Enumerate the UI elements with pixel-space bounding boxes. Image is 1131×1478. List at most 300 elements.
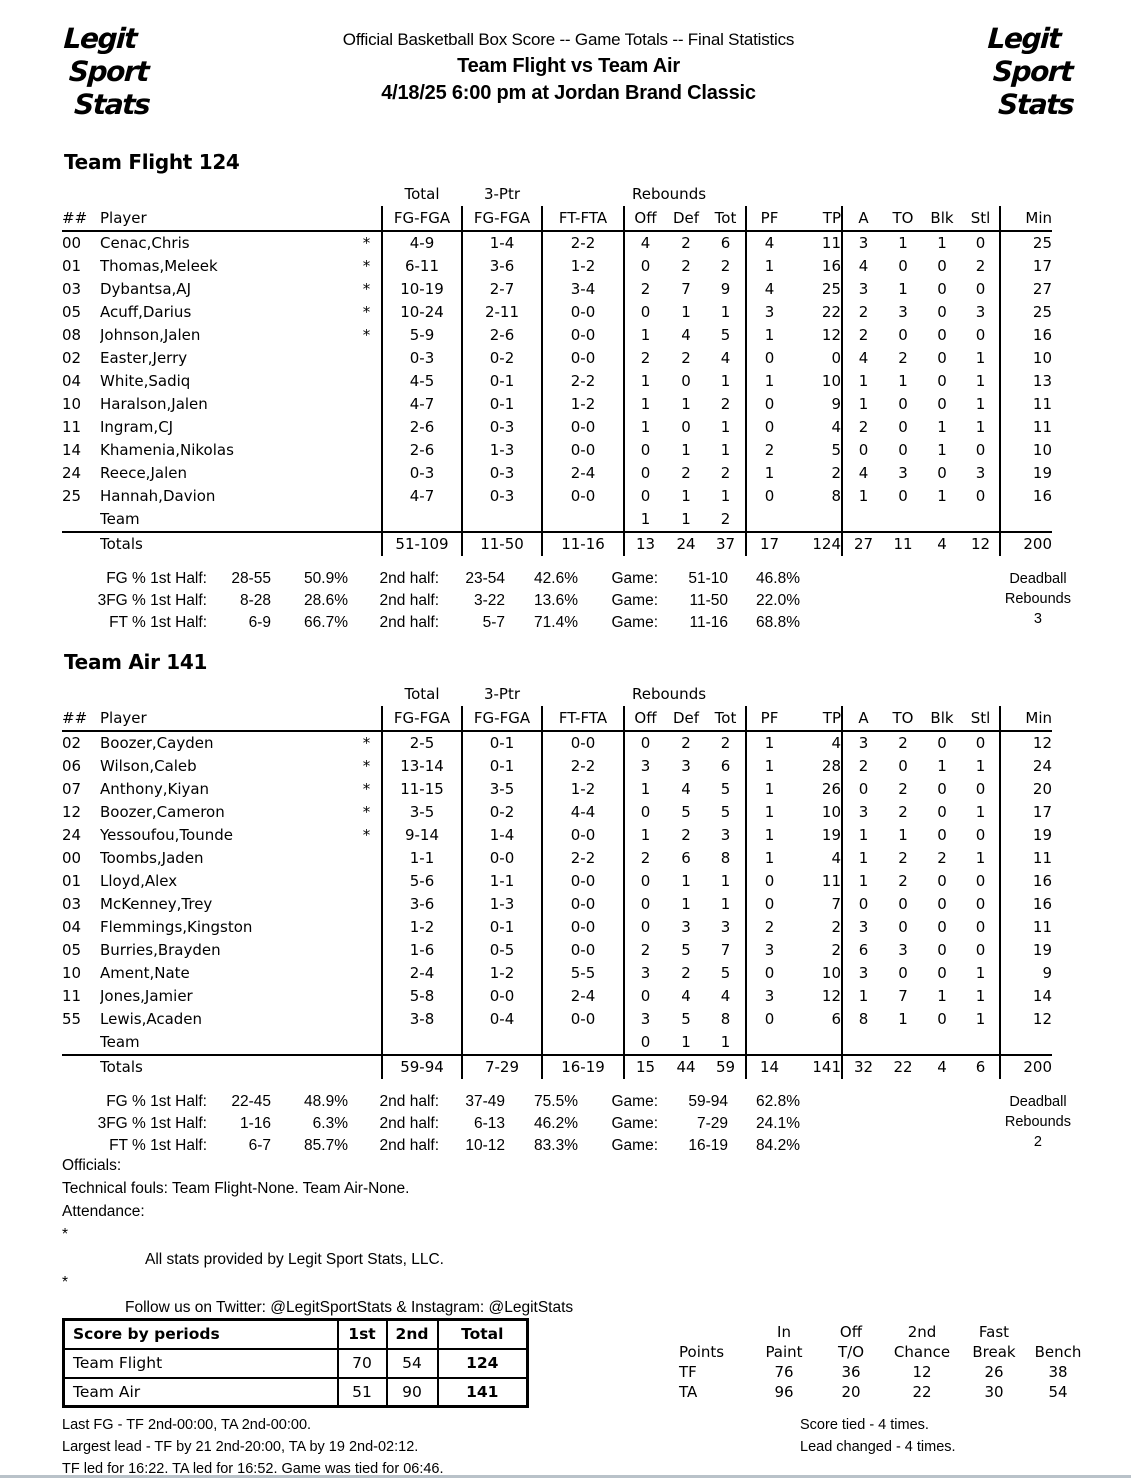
player-name: Johnson,Jalen bbox=[100, 326, 201, 344]
logo-word: Stats bbox=[997, 88, 1075, 121]
cell-to: 2 bbox=[898, 349, 908, 367]
points-header-bottom bbox=[679, 1342, 1089, 1362]
cell-off: 4 bbox=[624, 231, 666, 255]
points-bench: 54 bbox=[1048, 1383, 1068, 1401]
points-header-top bbox=[679, 1322, 1089, 1342]
cell-fg3: 0-0 bbox=[462, 985, 542, 1008]
logo-left bbox=[59, 22, 153, 121]
deadball-line2: Rebounds bbox=[1004, 1114, 1071, 1130]
cell-min: 13 bbox=[1000, 370, 1052, 393]
cell-tp: 10 bbox=[821, 372, 841, 390]
starter-mark bbox=[352, 1008, 382, 1031]
col-blk: Blk bbox=[922, 706, 962, 731]
player-row bbox=[62, 255, 1052, 278]
cell-blk: 1 bbox=[937, 987, 947, 1005]
player-rows bbox=[62, 231, 1052, 508]
starter-mark: * bbox=[362, 780, 371, 798]
shooting-label: 3FG % 1st Half: bbox=[97, 1115, 207, 1132]
game-pct: 84.2% bbox=[756, 1137, 800, 1154]
game-label: Game: bbox=[611, 1115, 658, 1132]
player-number: 04 bbox=[62, 372, 82, 390]
periods-col-2nd: 2nd bbox=[387, 1320, 438, 1349]
cell-a: 2 bbox=[842, 324, 884, 347]
cell-stl: 0 bbox=[975, 326, 986, 344]
team-rebounds-row bbox=[62, 1031, 1052, 1055]
cell-min: 16 bbox=[1000, 893, 1052, 916]
cell-ft: 4-4 bbox=[542, 801, 624, 824]
starter-mark bbox=[352, 847, 382, 870]
cell-to: 2 bbox=[898, 849, 908, 867]
cell-a: 1 bbox=[842, 847, 884, 870]
player-row bbox=[62, 324, 1052, 347]
col-ft: FT-FTA bbox=[542, 206, 624, 231]
cell-stl: 1 bbox=[975, 849, 986, 867]
cell-def: 6 bbox=[681, 849, 691, 867]
starter-mark bbox=[352, 439, 382, 462]
first-half-pct: 28.6% bbox=[304, 592, 348, 609]
first-half-pct: 48.9% bbox=[304, 1093, 348, 1110]
hdr-bench: Bench bbox=[1034, 1343, 1082, 1361]
periods-team-name: Team Flight bbox=[64, 1349, 338, 1378]
starter-mark bbox=[352, 485, 382, 508]
cell-fg3: 0-2 bbox=[462, 347, 542, 370]
points-paint: 96 bbox=[774, 1383, 794, 1401]
shooting-summary bbox=[62, 1091, 1131, 1157]
player-row bbox=[62, 278, 1052, 301]
col-blk: Blk bbox=[922, 206, 962, 231]
cell-pf: 2 bbox=[746, 439, 792, 462]
col-a: A bbox=[842, 206, 884, 231]
deadball-rebounds bbox=[1005, 568, 1071, 634]
cell-stl: 0 bbox=[975, 895, 986, 913]
cell-ft: 0-0 bbox=[542, 916, 624, 939]
cell-fg3: 1-1 bbox=[462, 870, 542, 893]
totals-label: Totals bbox=[100, 1055, 352, 1079]
starter-mark bbox=[352, 870, 382, 893]
player-number: 01 bbox=[62, 872, 82, 890]
cell-fg3: 0-3 bbox=[462, 462, 542, 485]
cell-def: 2 bbox=[681, 826, 691, 844]
cell-blk: 0 bbox=[937, 734, 947, 752]
starter-mark bbox=[352, 347, 382, 370]
cell-to: 0 bbox=[898, 257, 908, 275]
footer-line: TF led for 16:22. TA led for 16:52. Game was tied for 06:46. bbox=[62, 1461, 444, 1477]
cell-to: 0 bbox=[898, 757, 908, 775]
totals-stl: 12 bbox=[962, 532, 1000, 556]
cell-tp: 8 bbox=[831, 487, 841, 505]
cell-fg: 2-5 bbox=[382, 731, 462, 755]
team-name-score: Team Air 141 bbox=[64, 650, 208, 674]
cell-tp: 10 bbox=[821, 803, 841, 821]
cell-pf: 1 bbox=[746, 778, 792, 801]
cell-ft: 2-4 bbox=[542, 462, 624, 485]
cell-to: 2 bbox=[898, 780, 908, 798]
game-made-att: 11-50 bbox=[689, 592, 728, 609]
player-number: 04 bbox=[62, 918, 82, 936]
cell-pf: 1 bbox=[746, 370, 792, 393]
cell-off: 1 bbox=[624, 370, 666, 393]
cell-tp: 25 bbox=[821, 280, 841, 298]
report-title: Official Basketball Box Score -- Game Totals -- Final Statistics bbox=[342, 30, 795, 49]
totals-fg: 51-109 bbox=[382, 532, 462, 556]
cell-min: 25 bbox=[1000, 301, 1052, 324]
cell-tp: 10 bbox=[821, 964, 841, 982]
col-fg3: FG-FGA bbox=[462, 206, 542, 231]
first-half-made-att: 1-16 bbox=[239, 1115, 271, 1132]
first-half-pct: 6.3% bbox=[312, 1115, 348, 1132]
stats-provider-line: All stats provided by Legit Sport Stats, LLC. bbox=[145, 1251, 444, 1268]
cell-pf: 0 bbox=[746, 416, 792, 439]
points-bench: 38 bbox=[1048, 1363, 1068, 1381]
cell-tot: 4 bbox=[720, 987, 731, 1005]
first-half-made-att: 6-7 bbox=[248, 1137, 271, 1154]
cell-tp: 4 bbox=[831, 849, 841, 867]
cell-fg3: 0-1 bbox=[462, 393, 542, 416]
totals-fg: 59-94 bbox=[382, 1055, 462, 1079]
player-name: Hannah,Davion bbox=[100, 487, 216, 505]
points-team: TF bbox=[679, 1363, 697, 1381]
cell-a: 2 bbox=[842, 755, 884, 778]
cell-a: 4 bbox=[842, 347, 884, 370]
starter-mark: * bbox=[362, 803, 371, 821]
cell-to: 0 bbox=[898, 895, 908, 913]
game-pct: 46.8% bbox=[756, 570, 800, 587]
starter-mark: * bbox=[362, 826, 371, 844]
cell-tp: 2 bbox=[831, 918, 841, 936]
hdr-chance: Chance bbox=[893, 1343, 951, 1361]
cell-ft: 0-0 bbox=[542, 301, 624, 324]
cell-pf: 1 bbox=[746, 801, 792, 824]
team-flight-section bbox=[0, 150, 1131, 634]
cell-blk: 1 bbox=[937, 234, 947, 252]
cell-blk: 0 bbox=[937, 257, 947, 275]
periods-rows bbox=[64, 1349, 528, 1407]
player-name: Jones,Jamier bbox=[100, 987, 193, 1005]
matchup-title: Team Flight vs Team Air bbox=[457, 55, 680, 77]
cell-fg: 2-6 bbox=[382, 416, 462, 439]
cell-ft: 5-5 bbox=[542, 962, 624, 985]
cell-blk: 0 bbox=[937, 941, 947, 959]
starter-mark bbox=[352, 370, 382, 393]
cell-stl: 1 bbox=[975, 964, 986, 982]
totals-fg3: 11-50 bbox=[462, 532, 542, 556]
game-made-att: 59-94 bbox=[688, 1093, 728, 1110]
player-row bbox=[62, 370, 1052, 393]
hdr-2nd: 2nd bbox=[907, 1323, 937, 1341]
second-half-made-att: 23-54 bbox=[465, 570, 505, 587]
cell-fg3: 1-2 bbox=[462, 962, 542, 985]
periods-row bbox=[64, 1378, 528, 1407]
cell-stl: 0 bbox=[975, 918, 986, 936]
hdr-off: Off bbox=[839, 1323, 863, 1341]
player-name: Cenac,Chris bbox=[100, 234, 190, 252]
points-2nd-chance: 22 bbox=[912, 1383, 932, 1401]
shooting-label: FT % 1st Half: bbox=[109, 1137, 207, 1154]
shooting-label: FG % 1st Half: bbox=[106, 570, 207, 587]
periods-total-score: 124 bbox=[438, 1349, 528, 1378]
cell-a: 1 bbox=[842, 985, 884, 1008]
cell-blk: 0 bbox=[937, 1010, 947, 1028]
player-name: Dybantsa,AJ bbox=[100, 280, 191, 298]
player-row bbox=[62, 962, 1052, 985]
cell-off: 0 bbox=[624, 870, 666, 893]
cell-fg3: 3-6 bbox=[462, 255, 542, 278]
cell-min: 27 bbox=[1000, 278, 1052, 301]
cell-stl: 0 bbox=[975, 941, 986, 959]
group-rebounds: Rebounds bbox=[632, 685, 707, 703]
player-number: 14 bbox=[62, 441, 82, 459]
player-number: 24 bbox=[62, 826, 82, 844]
game-made-att: 16-19 bbox=[688, 1137, 728, 1154]
cell-fg: 4-5 bbox=[382, 370, 462, 393]
cell-off: 0 bbox=[624, 1031, 666, 1055]
cell-fg3: 0-0 bbox=[462, 847, 542, 870]
cell-min: 11 bbox=[1000, 393, 1052, 416]
cell-def: 2 bbox=[681, 464, 691, 482]
cell-off: 3 bbox=[624, 962, 666, 985]
game-notes bbox=[62, 1154, 573, 1319]
game-label: Game: bbox=[611, 592, 658, 609]
group-3ptr: 3-Ptr bbox=[483, 685, 521, 703]
player-name: Toombs,Jaden bbox=[100, 849, 204, 867]
logo-word: Legit bbox=[986, 22, 1061, 55]
cell-min: 11 bbox=[1000, 847, 1052, 870]
player-name: Boozer,Cayden bbox=[100, 734, 214, 752]
totals-blk: 4 bbox=[922, 532, 962, 556]
col-min: Min bbox=[1000, 706, 1052, 731]
periods-header-row bbox=[64, 1320, 528, 1349]
cell-pf: 1 bbox=[746, 324, 792, 347]
cell-min: 14 bbox=[1000, 985, 1052, 1008]
player-number: 12 bbox=[62, 803, 82, 821]
logo-word: Sport bbox=[992, 55, 1074, 88]
cell-a: 0 bbox=[842, 439, 884, 462]
player-row bbox=[62, 393, 1052, 416]
cell-a: 3 bbox=[842, 916, 884, 939]
cell-pf: 1 bbox=[746, 462, 792, 485]
team-row-label: Team bbox=[100, 1033, 140, 1051]
cell-a: 6 bbox=[842, 939, 884, 962]
second-half-made-att: 37-49 bbox=[465, 1093, 505, 1110]
shooting-label: FT % 1st Half: bbox=[109, 614, 207, 631]
cell-tp: 28 bbox=[821, 757, 841, 775]
col-tp: TP bbox=[792, 206, 842, 231]
cell-tot: 1 bbox=[720, 441, 731, 459]
cell-off: 2 bbox=[624, 939, 666, 962]
cell-ft: 2-4 bbox=[542, 985, 624, 1008]
cell-fg: 10-19 bbox=[382, 278, 462, 301]
cell-tot: 3 bbox=[720, 918, 731, 936]
player-number: 05 bbox=[62, 941, 82, 959]
cell-stl: 0 bbox=[975, 280, 986, 298]
points-2nd-chance: 12 bbox=[912, 1363, 932, 1381]
totals-def: 24 bbox=[666, 532, 706, 556]
hdr-to: T/O bbox=[837, 1343, 865, 1361]
cell-pf: 1 bbox=[746, 255, 792, 278]
cell-pf: 3 bbox=[746, 939, 792, 962]
player-name: White,Sadiq bbox=[100, 372, 191, 390]
cell-tp: 0 bbox=[831, 349, 841, 367]
cell-off: 2 bbox=[624, 347, 666, 370]
second-half-pct: 75.5% bbox=[534, 1093, 578, 1110]
cell-off: 0 bbox=[624, 916, 666, 939]
col-to: TO bbox=[884, 706, 922, 731]
cell-ft: 2-2 bbox=[542, 370, 624, 393]
cell-blk: 2 bbox=[937, 849, 947, 867]
report-header bbox=[0, 22, 1131, 121]
cell-a: 3 bbox=[842, 801, 884, 824]
totals-tot: 37 bbox=[706, 532, 746, 556]
cell-def: 4 bbox=[681, 780, 691, 798]
points-row bbox=[679, 1362, 1089, 1382]
cell-tp: 2 bbox=[831, 464, 841, 482]
cell-pf: 2 bbox=[746, 916, 792, 939]
cell-ft: 0-0 bbox=[542, 439, 624, 462]
cell-to: 2 bbox=[898, 803, 908, 821]
cell-to: 0 bbox=[898, 918, 908, 936]
cell-tot: 1 bbox=[720, 303, 731, 321]
shooting-row bbox=[62, 590, 802, 612]
cell-pf: 4 bbox=[746, 231, 792, 255]
cell-tot: 5 bbox=[720, 803, 731, 821]
cell-pf: 1 bbox=[746, 824, 792, 847]
player-name: Boozer,Cameron bbox=[100, 803, 225, 821]
totals-blk: 4 bbox=[922, 1055, 962, 1079]
cell-to: 7 bbox=[898, 987, 908, 1005]
cell-def: 1 bbox=[681, 487, 691, 505]
starter-mark bbox=[352, 939, 382, 962]
totals-a: 27 bbox=[842, 532, 884, 556]
points-rows bbox=[679, 1362, 1089, 1402]
note-star: * bbox=[62, 1274, 69, 1291]
cell-fg: 5-8 bbox=[382, 985, 462, 1008]
totals-tot: 59 bbox=[706, 1055, 746, 1079]
points-team: TA bbox=[679, 1383, 698, 1401]
cell-to: 0 bbox=[898, 441, 908, 459]
cell-tp: 9 bbox=[831, 395, 841, 413]
cell-fg: 5-9 bbox=[382, 324, 462, 347]
cell-off: 3 bbox=[624, 1008, 666, 1031]
cell-ft: 1-2 bbox=[542, 393, 624, 416]
technical-fouls-line: Technical fouls: Team Flight-None. Team Air-None. bbox=[62, 1180, 410, 1197]
cell-min: 17 bbox=[1000, 255, 1052, 278]
second-half-label: 2nd half: bbox=[379, 1137, 439, 1154]
cell-min: 10 bbox=[1000, 347, 1052, 370]
cell-a: 8 bbox=[842, 1008, 884, 1031]
cell-stl: 1 bbox=[975, 349, 986, 367]
cell-fg: 2-4 bbox=[382, 962, 462, 985]
shooting-summary bbox=[62, 568, 1131, 634]
cell-blk: 0 bbox=[937, 464, 947, 482]
cell-off: 0 bbox=[624, 255, 666, 278]
cell-fg3: 0-5 bbox=[462, 939, 542, 962]
starter-mark bbox=[352, 893, 382, 916]
cell-off: 1 bbox=[624, 393, 666, 416]
cell-tp: 19 bbox=[821, 826, 841, 844]
second-half-made-att: 3-22 bbox=[473, 592, 505, 609]
team-name-score: Team Flight 124 bbox=[64, 150, 240, 174]
shooting-label: 3FG % 1st Half: bbox=[97, 592, 207, 609]
game-pct: 22.0% bbox=[756, 592, 800, 609]
cell-off: 1 bbox=[624, 416, 666, 439]
col-off: Off bbox=[624, 206, 666, 231]
starter-mark: * bbox=[362, 734, 371, 752]
cell-fg: 3-6 bbox=[382, 893, 462, 916]
player-name: Yessoufou,Tounde bbox=[100, 826, 234, 844]
column-header-row bbox=[62, 706, 1052, 731]
cell-blk: 0 bbox=[937, 872, 947, 890]
footer-line: Largest lead - TF by 21 2nd-20:00, TA by 19 2nd-02:12. bbox=[62, 1439, 419, 1455]
attendance-line: Attendance: bbox=[62, 1203, 145, 1220]
totals-a: 32 bbox=[842, 1055, 884, 1079]
cell-blk: 0 bbox=[937, 918, 947, 936]
cell-off: 0 bbox=[624, 731, 666, 755]
cell-to: 0 bbox=[898, 418, 908, 436]
player-number: 00 bbox=[62, 234, 82, 252]
cell-tp: 22 bbox=[821, 303, 841, 321]
cell-pf: 0 bbox=[746, 893, 792, 916]
player-row bbox=[62, 416, 1052, 439]
second-half-pct: 71.4% bbox=[534, 614, 578, 631]
note-star: * bbox=[62, 1226, 69, 1243]
cell-pf: 3 bbox=[746, 301, 792, 324]
cell-def: 5 bbox=[681, 941, 691, 959]
second-half-pct: 46.2% bbox=[534, 1115, 578, 1132]
points-off-to: 36 bbox=[841, 1363, 861, 1381]
second-half-label: 2nd half: bbox=[379, 1115, 439, 1132]
periods-1st-score: 70 bbox=[338, 1349, 387, 1378]
player-row bbox=[62, 939, 1052, 962]
col-fg: FG-FGA bbox=[382, 206, 462, 231]
cell-ft: 0-0 bbox=[542, 347, 624, 370]
player-row bbox=[62, 893, 1052, 916]
cell-a: 1 bbox=[842, 870, 884, 893]
player-number: 11 bbox=[62, 987, 82, 1005]
cell-tot: 6 bbox=[720, 757, 731, 775]
player-number: 03 bbox=[62, 280, 82, 298]
cell-pf: 0 bbox=[746, 347, 792, 370]
cell-fg3: 1-3 bbox=[462, 893, 542, 916]
cell-ft: 0-0 bbox=[542, 870, 624, 893]
cell-stl: 1 bbox=[975, 987, 986, 1005]
col-to: TO bbox=[884, 206, 922, 231]
cell-def: 1 bbox=[681, 395, 691, 413]
cell-fg: 10-24 bbox=[382, 301, 462, 324]
first-half-made-att: 22-45 bbox=[231, 1093, 271, 1110]
cell-tp: 11 bbox=[821, 872, 841, 890]
periods-col-1st: 1st bbox=[338, 1320, 387, 1349]
cell-ft: 2-2 bbox=[542, 231, 624, 255]
cell-fg3: 1-4 bbox=[462, 231, 542, 255]
cell-min: 19 bbox=[1000, 462, 1052, 485]
player-row bbox=[62, 801, 1052, 824]
starter-mark bbox=[352, 916, 382, 939]
col-num: ## bbox=[62, 206, 100, 231]
second-half-made-att: 10-12 bbox=[465, 1137, 505, 1154]
player-name: Burries,Brayden bbox=[100, 941, 221, 959]
second-half-label: 2nd half: bbox=[379, 1093, 439, 1110]
player-row bbox=[62, 778, 1052, 801]
game-made-att: 11-16 bbox=[689, 614, 728, 631]
game-pct: 62.8% bbox=[756, 1093, 800, 1110]
cell-tp: 2 bbox=[831, 941, 841, 959]
player-row bbox=[62, 916, 1052, 939]
col-def: Def bbox=[666, 706, 706, 731]
cell-fg: 6-11 bbox=[382, 255, 462, 278]
cell-fg3: 1-4 bbox=[462, 824, 542, 847]
deadball-line1: Deadball bbox=[1009, 1094, 1067, 1110]
player-row bbox=[62, 847, 1052, 870]
